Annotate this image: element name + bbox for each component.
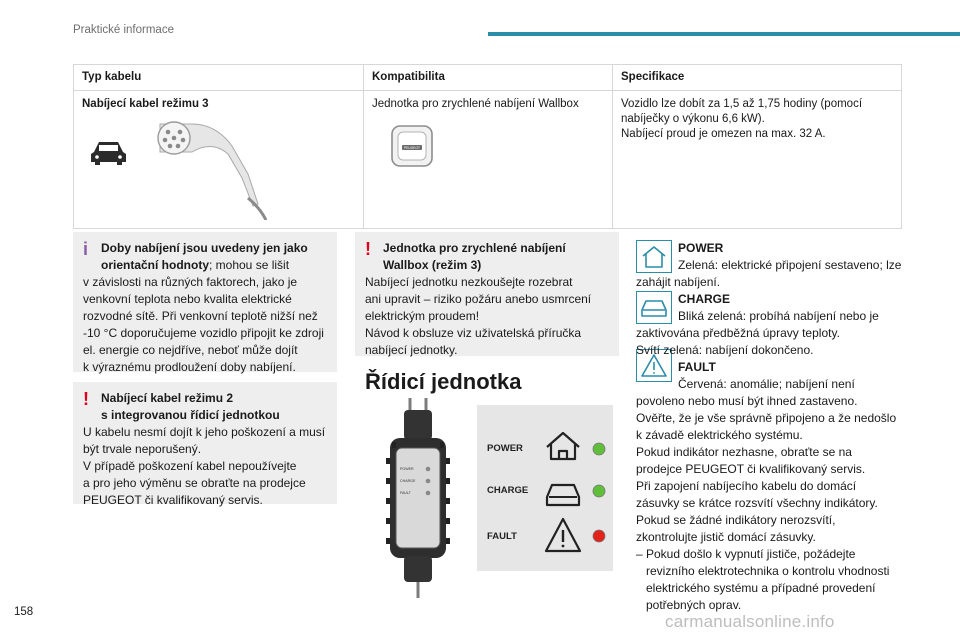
warning-box-heading: ! Jednotka pro zrychlené nabíjení Wallbox (režim 3) [365, 239, 566, 272]
fault-detail-line: Při zapojení nabíjecího kabelu do domácí [636, 479, 857, 493]
table-header-cell: Typ kabelu [74, 65, 364, 91]
warning-box-wallbox [355, 232, 619, 356]
warning-box-line: být trvale neporušený. [83, 442, 202, 456]
control-unit-illustration [368, 398, 468, 598]
fault-detail-line: revizního elektrotechnika o kontrolu vhodnosti [646, 564, 890, 578]
fault-detail-line: – Pokud došlo k vypnutí jističe, požádejte [636, 547, 856, 561]
table-cell-spec [613, 91, 902, 229]
compatibility-label: Jednotka pro zrychlené nabíjení Wallbox [372, 98, 579, 110]
wallbox-icon [372, 112, 492, 212]
table-header-cell: Kompatibilita [364, 65, 613, 91]
car-and-plug-icon [82, 112, 282, 220]
table-cell-compat [364, 91, 613, 229]
spec-line: Nabíjecí proud je omezen na max. 32 A. [621, 128, 826, 140]
indicator-descriptions [636, 240, 906, 614]
fault-detail-line: Ověřte, že je vše správně připojeno a že nedošlo [636, 411, 897, 425]
power-title: POWER [678, 241, 724, 255]
control-unit-charge-text: CHARGE [400, 479, 416, 483]
charge-desc-line: Svítí zelená: nabíjení dokončeno. [636, 343, 814, 357]
info-box-line: v závislosti na různých faktorech, jako je [83, 275, 298, 289]
house-icon [547, 433, 579, 459]
panel-label-charge: CHARGE [487, 485, 529, 496]
watermark: carmanualsonline.info [665, 612, 835, 631]
charge-led-indicator [593, 485, 605, 497]
info-box-heading: i Doby nabíjení jsou uvedeny jen jako orientační hodnoty; mohou se lišit [83, 239, 308, 272]
spec-line: Vozidlo lze dobít za 1,5 až 1,75 hodiny (pomocí [621, 98, 863, 110]
indicator-panel [477, 405, 613, 571]
power-desc-line: zahájit nabíjení. [636, 275, 721, 289]
fault-desc-line: Červená: anomálie; nabíjení není [678, 377, 855, 391]
fault-led-indicator [593, 530, 605, 542]
warning-box-line: a pro jeho výměnu se obraťte na prodejce [83, 476, 306, 490]
fault-detail-line: zásuvky se krátce rozsvítí všechny indikátory. [636, 496, 878, 510]
fault-desc-line: povoleno nebo musí být ihned zastaveno. [636, 394, 858, 408]
warning-box-line: elektrickým proudem! [365, 309, 480, 323]
info-box-line: -10 °C doporučujeme vozidlo připojit ke zdroji [83, 326, 324, 340]
fault-detail-line: elektrického systému a případné provedení [646, 581, 876, 595]
info-icon: i [83, 239, 89, 259]
warning-exclamation-icon: ! [83, 389, 89, 409]
fault-triangle-icon [546, 519, 580, 551]
fault-detail-line: potřebných oprav. [646, 598, 742, 612]
power-led-indicator [593, 443, 605, 455]
cable-illustration [82, 112, 355, 222]
page-number: 158 [14, 606, 34, 618]
cable-spec-table [73, 64, 902, 229]
charge-title: CHARGE [678, 292, 731, 306]
panel-label-power: POWER [487, 443, 523, 454]
info-box-line: rozvodné sítě. Při venkovní teplotě nižší než [83, 309, 318, 323]
spec-line: nabíječky o výkonu 6,6 kW). [621, 113, 765, 125]
wallbox-illustration [372, 112, 604, 222]
info-box-line: venkovní teplota nebo kvalita elektrické [83, 292, 292, 306]
fault-detail-line: Pokud indikátor nezhasne, obraťte se na [636, 445, 852, 459]
table-cell-cable [74, 91, 364, 229]
info-box-line: el. energie co nejdříve, neboť může dojít [83, 343, 298, 357]
fault-detail-line: k závadě elektrického systému. [636, 428, 803, 442]
running-header: Praktické informace [73, 24, 174, 36]
warning-box-line: Návod k obsluze viz uživatelská příručka [365, 326, 582, 340]
charge-desc-line: Bliká zelená: probíhá nabíjení nebo je [678, 309, 879, 323]
section-title: Řídicí jednotka [365, 369, 522, 394]
wallbox-logo: PEUGEOT [403, 146, 421, 150]
charge-desc-line: zaktivována předběžná úpravy teploty. [636, 326, 840, 340]
warning-box-line: U kabelu nesmí dojít k jeho poškození a musí [83, 425, 326, 439]
info-box-line: k výraznému prodloužení doby nabíjení. [83, 360, 296, 374]
table-row [74, 91, 902, 229]
warning-box-mode2-cable [73, 382, 337, 507]
power-desc-line: Zelená: elektrické připojení sestaveno; lze [678, 258, 902, 272]
table-header-row [74, 65, 902, 91]
warning-box-line: Nabíjecí jednotku nezkoušejte rozebrat [365, 275, 573, 289]
header-accent-bar [488, 32, 960, 36]
table-header-cell: Specifikace [613, 65, 902, 91]
panel-icons [477, 405, 613, 571]
warning-box-line: ani upravit – riziko požáru anebo usmrcení [365, 292, 592, 306]
fault-detail-line: prodejce PEUGEOT či kvalifikovaný servis. [636, 462, 866, 476]
panel-label-fault: FAULT [487, 531, 517, 542]
warning-box-line: V případě poškození kabel nepoužívejte [83, 459, 297, 473]
warning-box-line: nabíjecí jednotky. [365, 343, 458, 357]
fault-detail-line: zkontrolujte jistič domácí zásuvky. [636, 530, 816, 544]
control-unit-power-text: POWER [400, 467, 414, 471]
cable-type-label: Nabíjecí kabel režimu 3 [82, 98, 209, 110]
fault-title: FAULT [678, 360, 716, 374]
fault-detail-line: Pokud se žádné indikátory nerozsvítí, [636, 513, 836, 527]
car-outline-icon [547, 485, 579, 505]
warning-box-heading: ! Nabíjecí kabel režimu 2 s integrovanou řídicí jednotkou [83, 389, 280, 422]
control-unit-fault-text: FAULT [400, 491, 411, 495]
warning-box-line: PEUGEOT či kvalifikovaný servis. [83, 493, 263, 507]
warning-exclamation-icon: ! [365, 239, 371, 259]
info-box-charging-times [73, 232, 337, 372]
